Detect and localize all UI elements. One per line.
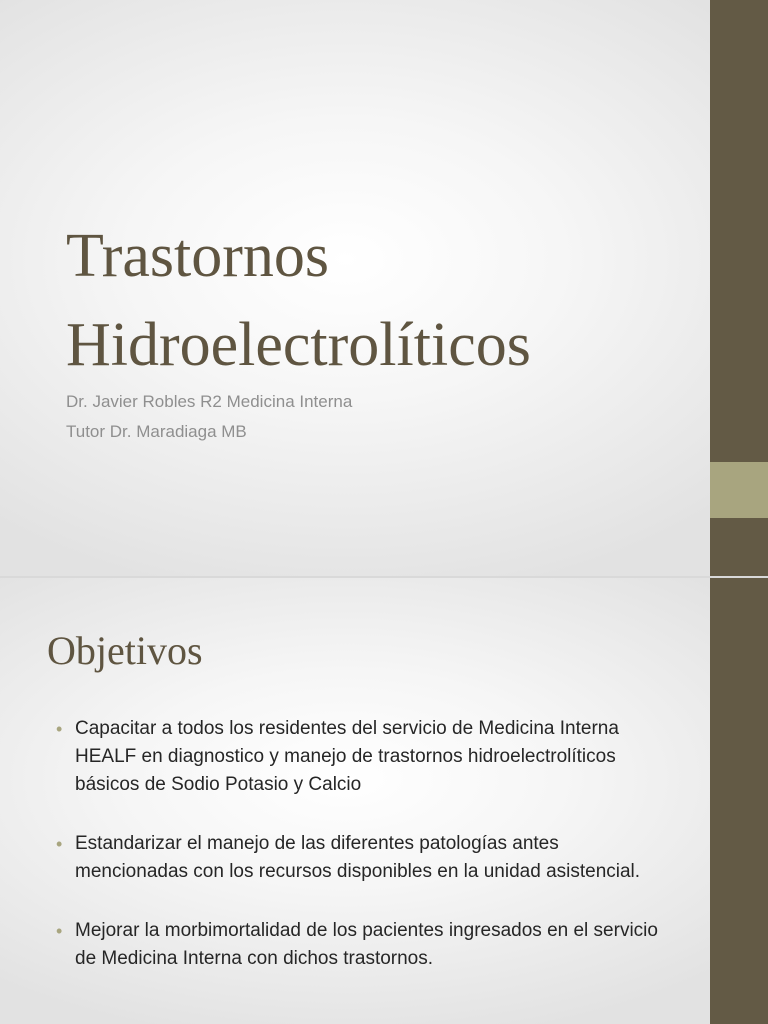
tutor-line: Tutor Dr. Maradiaga MB bbox=[66, 422, 247, 441]
bullet-text: Mejorar la morbimortalidad de los pacientes ingresados en el servicio de Medicina Interna con dichos trastornos. bbox=[75, 920, 658, 969]
slide-title: Trastornos Hidroelectrolíticos bbox=[66, 222, 531, 379]
bullet-icon: • bbox=[56, 921, 63, 941]
list-item bbox=[56, 917, 666, 973]
list-item bbox=[56, 830, 666, 886]
list-item bbox=[56, 715, 666, 799]
bullet-text: Estandarizar el manejo de las diferentes patologías antes mencionadas con los recursos disponibles en la unidad asistencial. bbox=[75, 833, 641, 882]
bullet-icon: • bbox=[56, 719, 63, 739]
bullet-icon: • bbox=[56, 834, 63, 854]
presenter-line: Dr. Javier Robles R2 Medicina Interna bbox=[66, 392, 353, 411]
objectives-list bbox=[56, 715, 666, 1004]
side-accent bbox=[710, 462, 768, 518]
objectives-slide bbox=[0, 578, 768, 1024]
section-title: Objetivos bbox=[47, 628, 203, 673]
bullet-text: Capacitar a todos los residentes del servicio de Medicina Interna HEALF en diagnostico y manejo de trastornos hidroelectrolíticos básicos de Sodio Potasio y Calcio bbox=[75, 718, 619, 795]
side-bar bbox=[710, 578, 768, 1024]
